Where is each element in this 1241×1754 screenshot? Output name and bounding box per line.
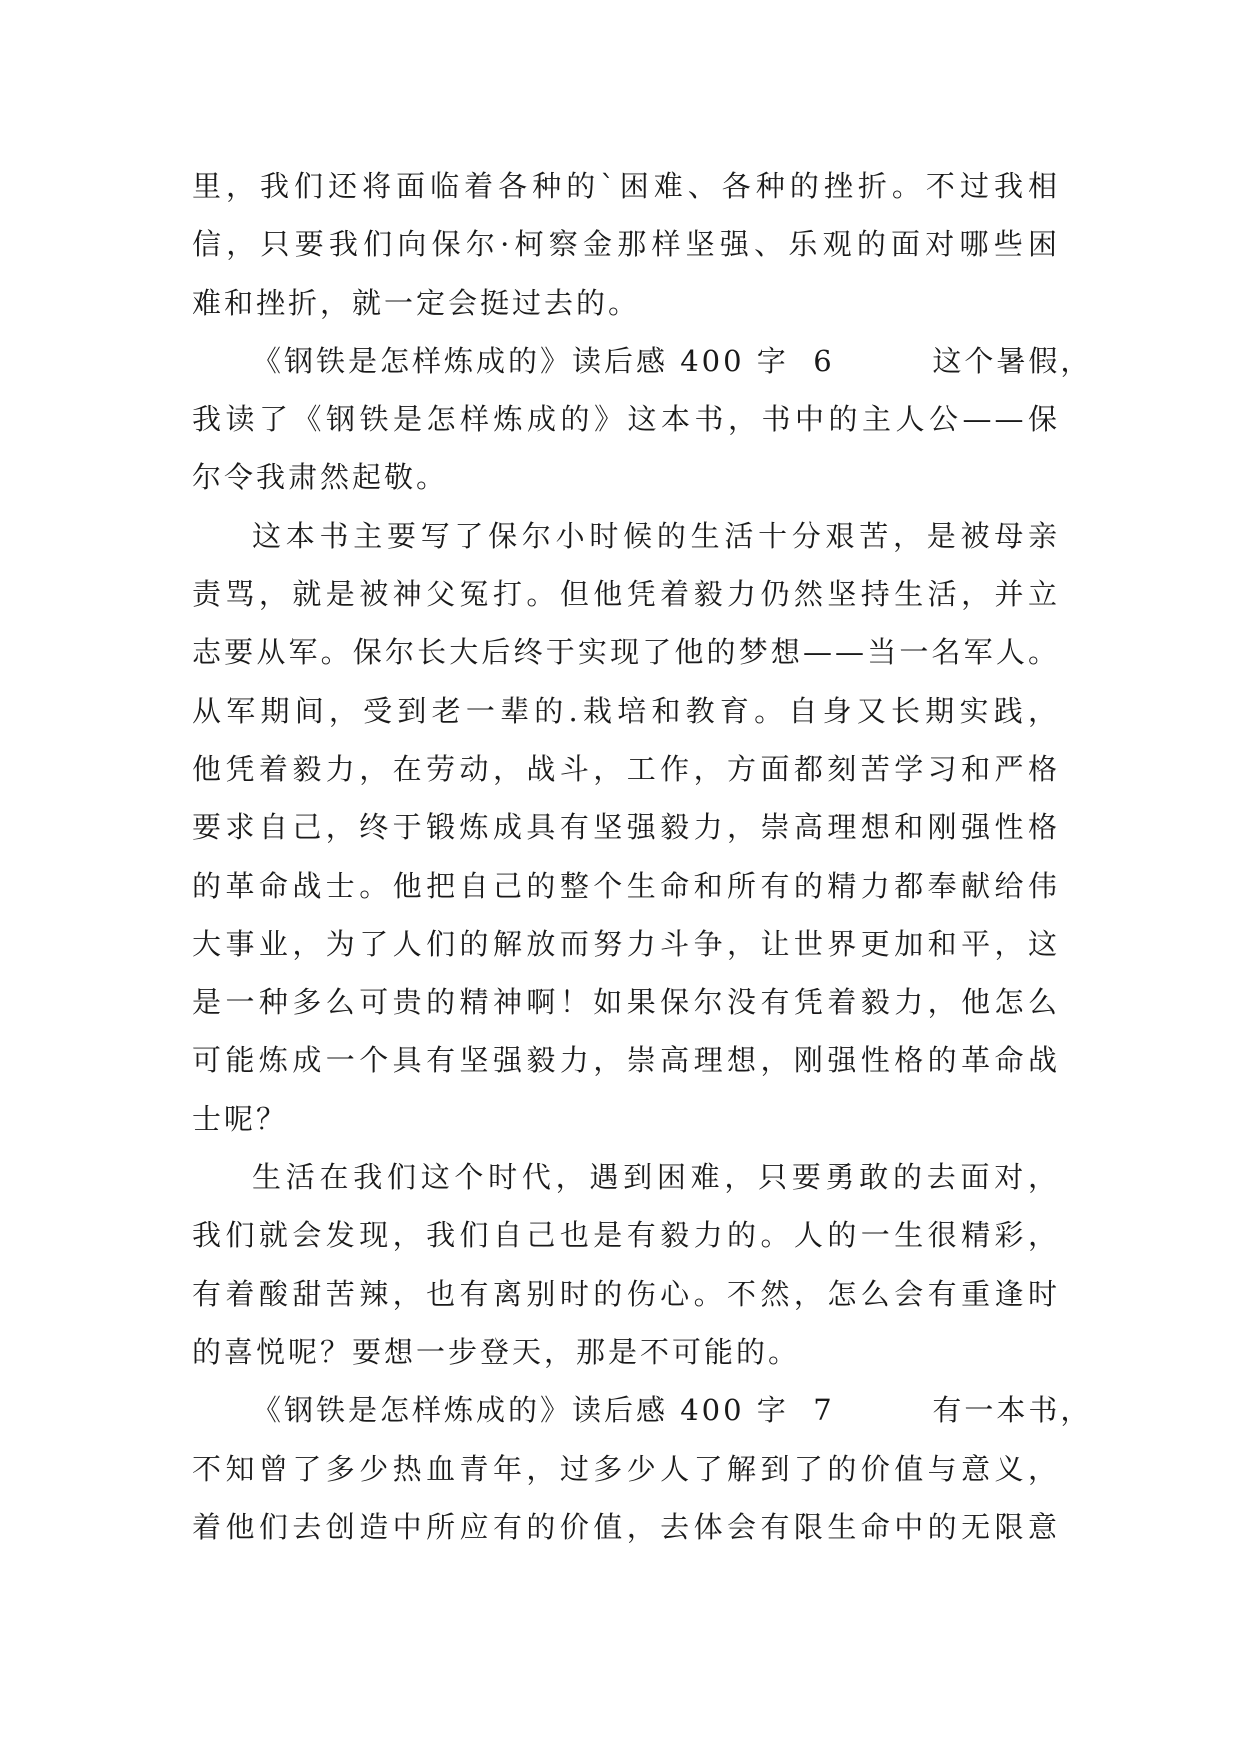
text-line: 从军期间，受到老一辈的.栽培和教育。自身又长期实践， [192,693,1060,728]
text-line: 尔令我肃然起敬。 [192,460,449,495]
essay-heading-6: 《钢铁是怎样炼成的》读后感 400 字 6 这个暑假， [252,343,1093,378]
text-line: 要求自己，终于锻炼成具有坚强毅力，崇高理想和刚强性格 [192,810,1060,845]
text-line: 信，只要我们向保尔·柯察金那样坚强、乐观的面对哪些困 [192,227,1060,262]
text-line: 他凭着毅力，在劳动，战斗，工作，方面都刻苦学习和严格 [192,751,1060,786]
essay-heading-7: 《钢铁是怎样炼成的》读后感 400 字 7 有一本书， [252,1393,1093,1428]
text-line: 士呢？ [192,1101,289,1136]
text-line: 里，我们还将面临着各种的`困难、各种的挫折。不过我相 [192,169,1060,203]
text-line: 责骂，就是被神父冤打。但他凭着毅力仍然坚持生活，并立 [192,577,1060,612]
text-line: 的喜悦呢？要想一步登天，那是不可能的。 [192,1334,801,1369]
text-line: 是一种多么可贵的精神啊！如果保尔没有凭着毅力，他怎么 [192,985,1060,1020]
text-line: 的革命战士。他把自己的整个生命和所有的精力都奉献给伟 [192,868,1060,903]
text-line: 着他们去创造中所应有的价值，去体会有限生命中的无限意 [192,1509,1060,1544]
text-line: 不知曾了多少热血青年，过多少人了解到了的价值与意义， [192,1451,1060,1486]
text-line: 大事业，为了人们的解放而努力斗争，让世界更加和平，这 [192,926,1060,961]
paragraph-start: 生活在我们这个时代，遇到困难，只要勇敢的去面对， [252,1160,1060,1195]
text-line: 难和挫折，就一定会挺过去的。 [192,285,641,320]
document-text [192,157,1093,1556]
text-line: 我们就会发现，我们自己也是有毅力的。人的一生很精彩， [192,1218,1060,1253]
paragraph-start: 这本书主要写了保尔小时候的生活十分艰苦，是被母亲 [252,518,1060,553]
text-line: 志要从军。保尔长大后终于实现了他的梦想——当一名军人。 [192,635,1060,670]
text-line: 可能炼成一个具有坚强毅力，崇高理想，刚强性格的革命战 [192,1043,1060,1078]
text-line: 有着酸甜苦辣，也有离别时的伤心。不然，怎么会有重逢时 [192,1276,1060,1311]
text-line: 我读了《钢铁是怎样炼成的》这本书，书中的主人公——保 [192,402,1060,437]
